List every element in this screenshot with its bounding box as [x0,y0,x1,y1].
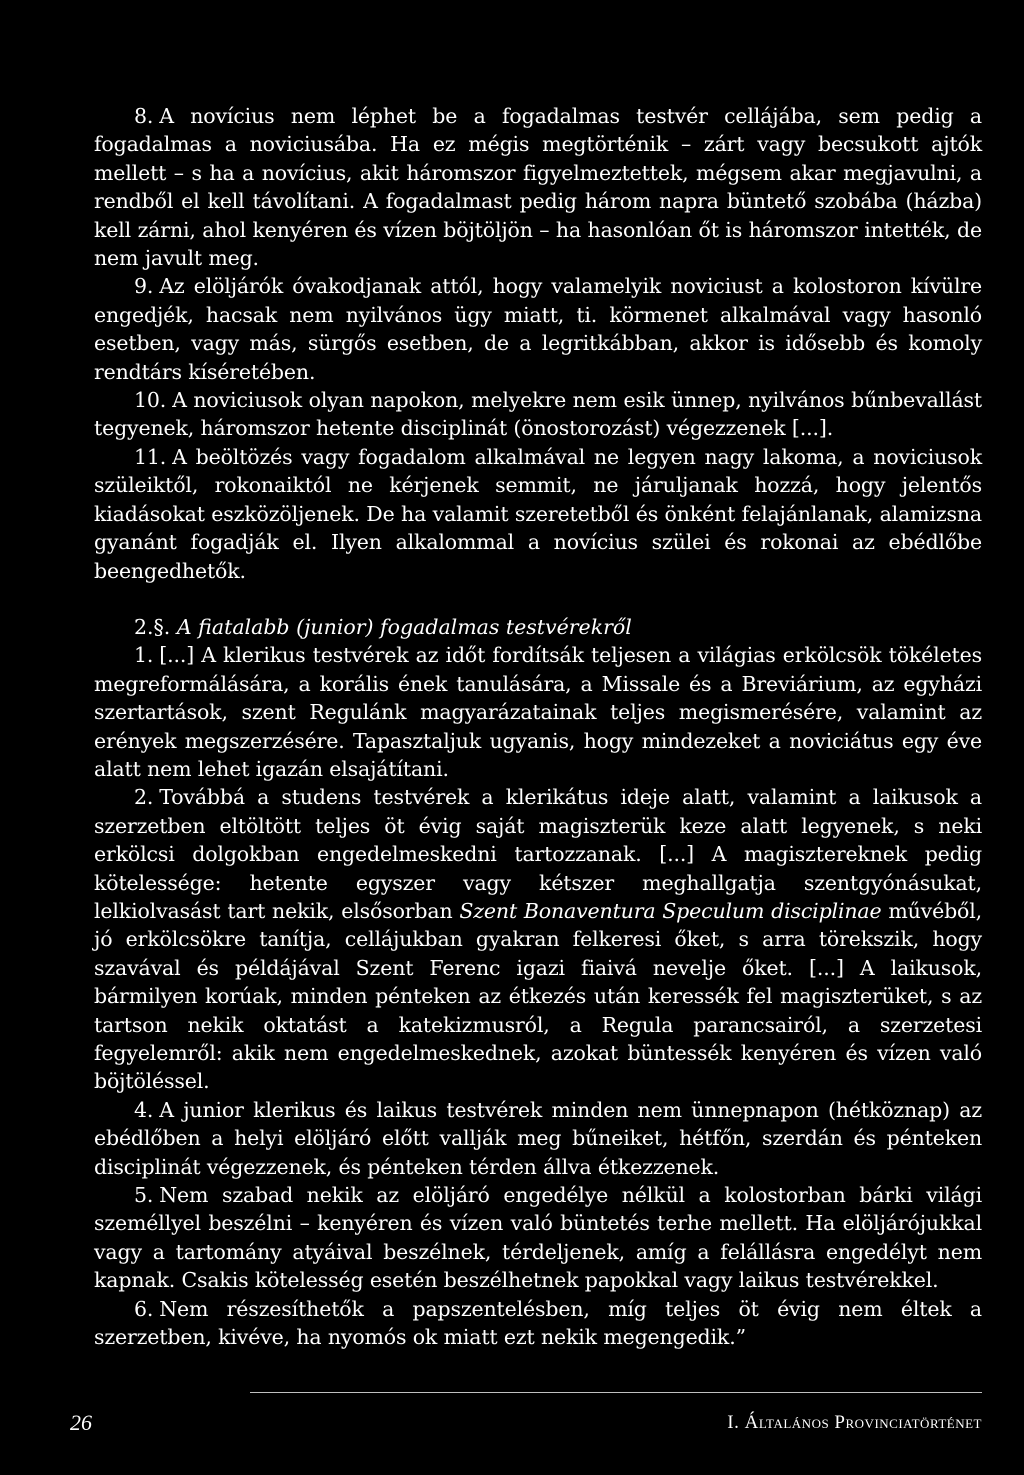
paragraph-number: 10. [134,388,167,413]
paragraph-text: Nem részesíthetők a papszentelésben, míg teljes öt évig nem éltek a szerzetben, kivéve, ha nyomós ok miatt ezt nekik megengedik.” [94,1296,982,1350]
paragraph-number: 6. [134,1296,154,1321]
paragraph-11 [94,443,982,585]
section-paragraph-2 [94,783,982,1095]
paragraph-number: 1. [134,643,154,668]
section-number: 2.§. [134,614,171,639]
paragraph-text: A junior klerikus és laikus testvérek minden nem ünnepnapon (hétköznap) az ebédlőben a helyi elöljáró előtt vallják meg bűneiket, hétfőn, szerdán és pénteken disciplinát végezzenek, és pénteken térden állva étkezzenek. [94,1097,982,1179]
cited-work-title: Szent Bonaventura Speculum disciplinae [459,898,882,923]
paragraph-9 [94,272,982,386]
paragraph-text: [...] A klerikus testvérek az időt fordítsák teljesen a világias erkölcsök tökéletes megreformálására, a korális ének tanulására, a Missale és a Breviárium, az egyházi szertartások, szent Regulánk magyarázatainak teljes megismerésére, valamint az erények megszerzésére. Tapasztaljuk ugyanis, hogy mindezeket a noviciátus egy éve alatt nem lehet igazán elsajátítani. [94,643,982,781]
paragraph-text: Az elöljárók óvakodjanak attól, hogy valamelyik noviciust a kolostoron kívülre engedjék, hacsak nem nyilvános ügy miatt, ti. körmenet alkalmával vagy hasonló esetben, vagy más, sürgős esetben, de a legritkábban, akkor is idősebb és komoly rendtárs kíséretében. [94,274,982,384]
paragraph-10 [94,386,982,443]
section-title: A fiatalabb (junior) fogadalmas testvérekről [176,614,632,639]
paragraph-text: művéből, jó erkölcsökre tanítja, cellájukban gyakran felkeresi őket, s arra törekszik, hogy szavával és példájával Szent Ferenc igazi fiaivá nevelje őket. [...] A laikusok, bármilyen korúak, minden pénteken az étkezés után keressék fel magiszterüket, s az tartson nekik oktatást a katekizmusról, a Regula parancsairól, a szerzetesi fegyelemről: akik nem engedelmeskednek, azokat büntessék kenyéren és vízen való böjtöléssel. [94,898,983,1094]
paragraph-number: 4. [134,1097,154,1122]
running-footer-title: I. Általános Provinciatörténet [727,1412,982,1433]
section-paragraph-6 [94,1295,982,1352]
section-paragraph-4 [94,1096,982,1181]
paragraph-text: A beöltözés vagy fogadalom alkalmával ne legyen nagy lakoma, a noviciusok szüleiktől, rokonaiktól ne kérjenek semmit, ne járuljanak hozzá, hogy jelentős kiadásokat eszközöljenek. De ha valamit szeretetből és önként felajánlanak, alamizsna gyanánt fogadják el. Ilyen alkalommal a novícius szülei és rokonai az ebédlőbe beengedhetők. [94,444,982,583]
footer-divider [250,1392,982,1393]
page-number: 26 [70,1410,92,1435]
paragraph-number: 11. [134,444,167,469]
page-body [94,102,982,1351]
paragraph-number: 5. [134,1183,154,1208]
paragraph-text: A novícius nem léphet be a fogadalmas testvér cellájába, sem pedig a fogadalmas a noviciusába. Ha ez mégis megtörténik – zárt vagy becsukott ajtók mellett – s ha a novícius, akit háromszor figyelmeztettek, mégsem akar megjavulni, a rendből el kell távolítani. A fogadalmast pedig három napra büntető szobába (házba) kell zárni, ahol kenyéren és vízen böjtöljön – ha hasonlóan őt is háromszor intették, de nem javult meg. [94,104,982,271]
paragraph-text: Nem szabad nekik az elöljáró engedélye nélkül a kolostorban bárki világi személlyel beszélni – kenyéren és vízen való büntetés terhe mellett. Ha elöljárójukkal vagy a tartomány atyáival beszélnek, térdeljenek, amíg a felállásra engedélyt nem kapnak. Csakis kötelesség esetén beszélhetnek papokkal vagy laikus testvérekkel. [94,1183,982,1293]
paragraph-number: 8. [134,104,154,128]
paragraph-8 [94,102,982,272]
section-paragraph-1 [94,641,982,783]
section-paragraph-5 [94,1181,982,1295]
paragraph-text: Továbbá a studens testvérek a klerikátus ideje alatt, valamint a laikusok a szerzetben eltöltött teljes öt évig saját magiszterük keze alatt legyenek, s neki erkölcsi dolgokban engedelmeskedni tartozzanak. [...] A magisztereknek pedig kötelessége: hetente egyszer vagy kétszer meghallgatja szentgyónásukat, lelkiolvasást tart nekik, elsősorban [94,785,982,923]
paragraph-number: 2. [134,785,154,810]
paragraph-number: 9. [134,274,154,299]
paragraph-text: A noviciusok olyan napokon, melyekre nem esik ünnep, nyilvános bűnbevallást tegyenek, háromszor hetente disciplinát (önostorozást) végezzenek [...]. [94,388,982,441]
section-heading [94,613,982,641]
